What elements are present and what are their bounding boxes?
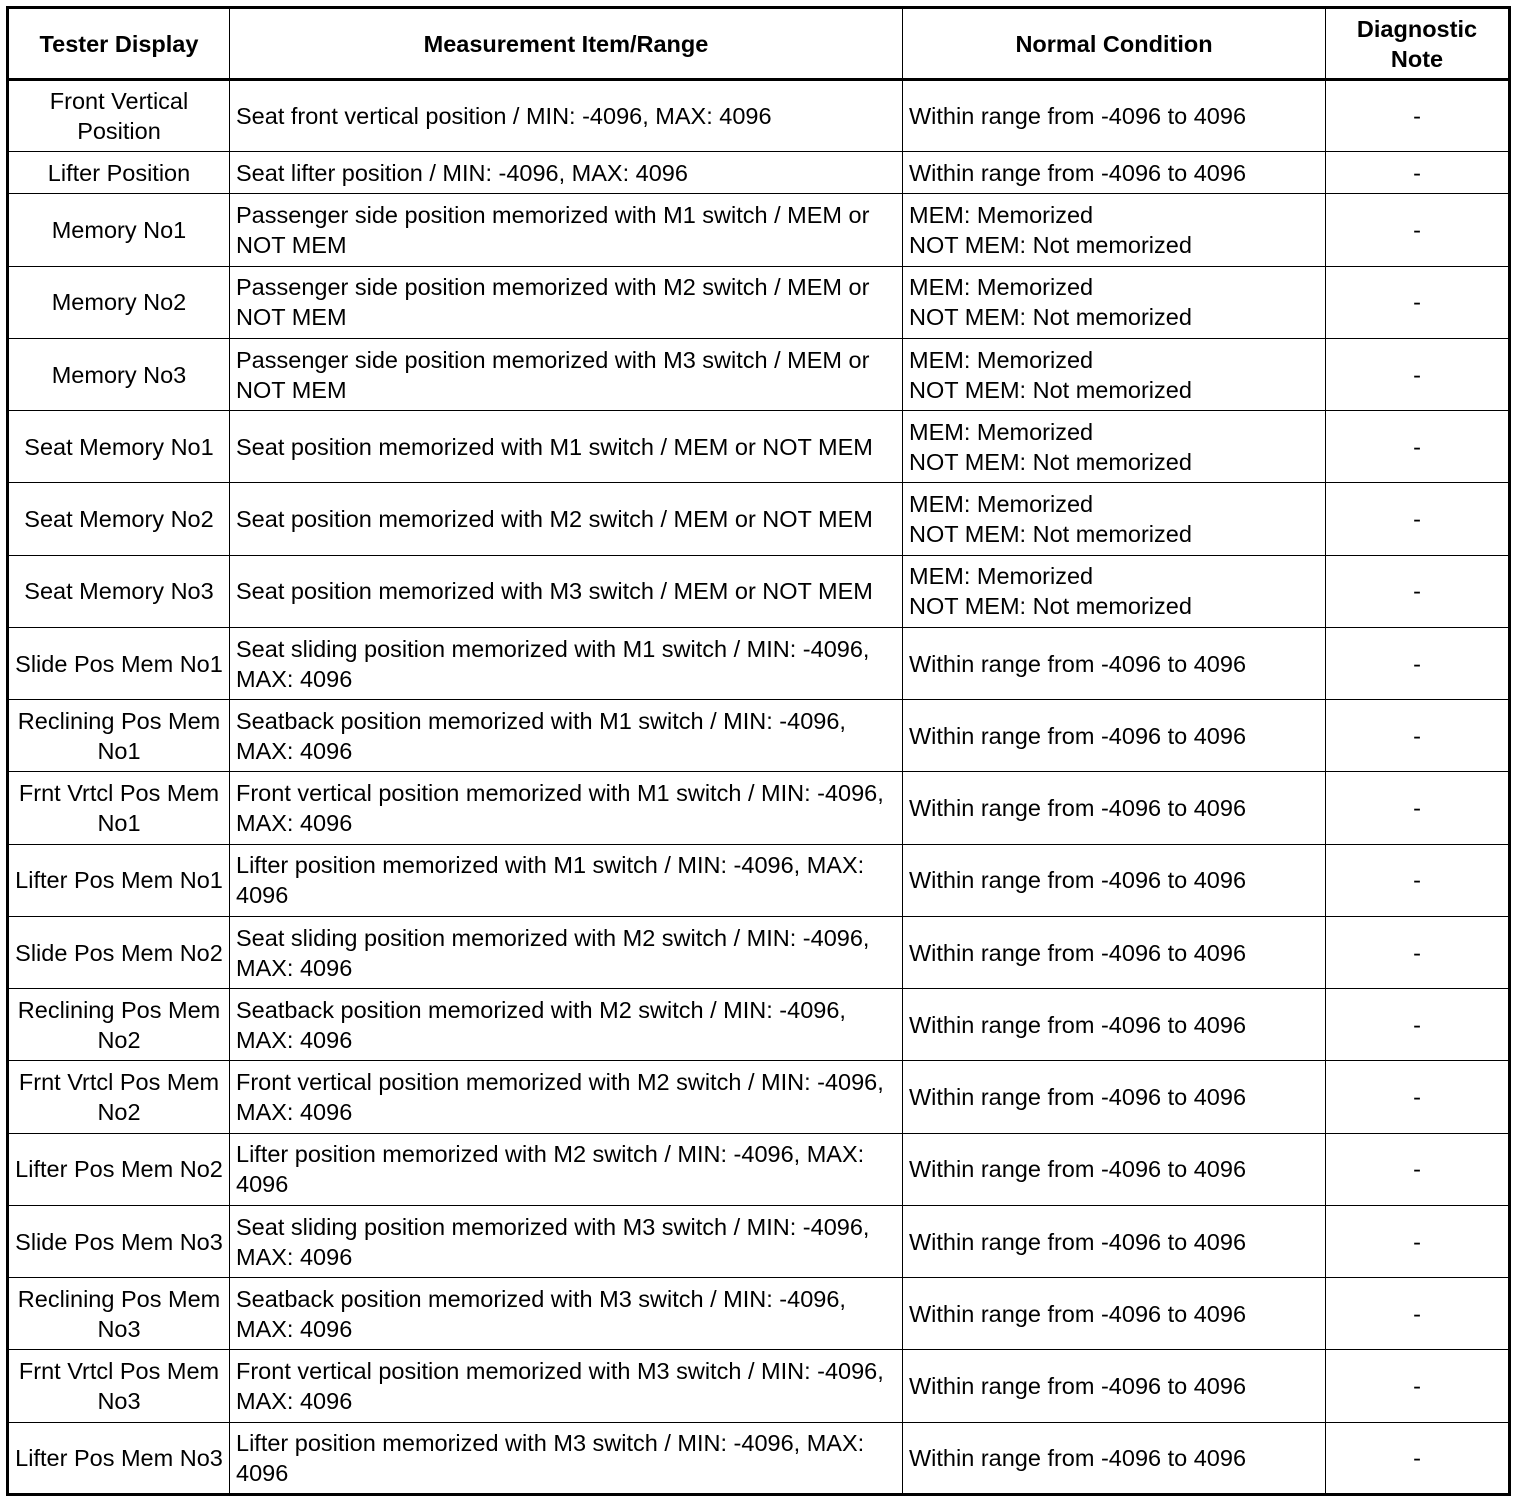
header-diagnostic-note: Diagnostic Note [1326,8,1510,80]
table-row [8,1350,1510,1422]
measurement-item-cell: Seatback position memorized with M3 switch / MIN: -4096, MAX: 4096 [230,1278,903,1350]
measurement-item-cell: Lifter position memorized with M1 switch / MIN: -4096, MAX: 4096 [230,844,903,916]
measurement-item-cell: Front vertical position memorized with M2 switch / MIN: -4096, MAX: 4096 [230,1061,903,1133]
normal-condition-cell: Within range from -4096 to 4096 [903,1278,1326,1350]
table-row [8,194,1510,266]
normal-condition-cell: MEM: Memorized NOT MEM: Not memorized [903,194,1326,266]
tester-display-cell: Memory No2 [8,266,230,338]
table-row [8,989,1510,1061]
tester-display-cell: Reclining Pos Mem No3 [8,1278,230,1350]
table-row [8,555,1510,627]
table-row [8,152,1510,194]
diagnostic-note-cell: - [1326,700,1510,772]
measurement-item-cell: Lifter position memorized with M2 switch / MIN: -4096, MAX: 4096 [230,1133,903,1205]
table-row [8,266,1510,338]
normal-condition-cell: Within range from -4096 to 4096 [903,700,1326,772]
normal-condition-cell: MEM: Memorized NOT MEM: Not memorized [903,266,1326,338]
normal-condition-cell: MEM: Memorized NOT MEM: Not memorized [903,411,1326,483]
diagnostic-note-cell: - [1326,627,1510,699]
normal-condition-cell: Within range from -4096 to 4096 [903,989,1326,1061]
measurement-item-cell: Seat position memorized with M2 switch / MEM or NOT MEM [230,483,903,555]
table-row [8,1061,1510,1133]
measurement-item-cell: Seat lifter position / MIN: -4096, MAX: 4096 [230,152,903,194]
diagnostic-note-cell: - [1326,1133,1510,1205]
normal-condition-cell: Within range from -4096 to 4096 [903,1422,1326,1494]
normal-condition-cell: Within range from -4096 to 4096 [903,627,1326,699]
table-row [8,1133,1510,1205]
data-list-table [6,6,1511,1496]
diagnostic-note-cell: - [1326,1278,1510,1350]
diagnostic-note-cell: - [1326,194,1510,266]
header-normal-condition: Normal Condition [903,8,1326,80]
normal-condition-cell: Within range from -4096 to 4096 [903,916,1326,988]
diagnostic-note-cell: - [1326,411,1510,483]
measurement-item-cell: Seat position memorized with M3 switch / MEM or NOT MEM [230,555,903,627]
measurement-item-cell: Seat sliding position memorized with M1 switch / MIN: -4096, MAX: 4096 [230,627,903,699]
measurement-item-cell: Seatback position memorized with M1 switch / MIN: -4096, MAX: 4096 [230,700,903,772]
normal-condition-cell: MEM: Memorized NOT MEM: Not memorized [903,555,1326,627]
tester-display-cell: Lifter Position [8,152,230,194]
normal-condition-cell: Within range from -4096 to 4096 [903,152,1326,194]
diagnostic-note-cell: - [1326,989,1510,1061]
tester-display-cell: Slide Pos Mem No1 [8,627,230,699]
diagnostic-note-cell: - [1326,152,1510,194]
measurement-item-cell: Front vertical position memorized with M1 switch / MIN: -4096, MAX: 4096 [230,772,903,844]
table-row [8,80,1510,152]
tester-display-cell: Seat Memory No1 [8,411,230,483]
normal-condition-cell: MEM: Memorized NOT MEM: Not memorized [903,483,1326,555]
tester-display-cell: Front Vertical Position [8,80,230,152]
tester-display-cell: Reclining Pos Mem No1 [8,700,230,772]
diagnostic-note-cell: - [1326,266,1510,338]
normal-condition-cell: Within range from -4096 to 4096 [903,1350,1326,1422]
diagnostic-note-cell: - [1326,1061,1510,1133]
measurement-item-cell: Seat position memorized with M1 switch / MEM or NOT MEM [230,411,903,483]
diagnostic-note-cell: - [1326,1205,1510,1277]
table-row [8,483,1510,555]
diagnostic-note-cell: - [1326,916,1510,988]
measurement-item-cell: Passenger side position memorized with M1 switch / MEM or NOT MEM [230,194,903,266]
tester-display-cell: Seat Memory No2 [8,483,230,555]
measurement-item-cell: Passenger side position memorized with M2 switch / MEM or NOT MEM [230,266,903,338]
tester-display-cell: Frnt Vrtcl Pos Mem No1 [8,772,230,844]
tester-display-cell: Slide Pos Mem No3 [8,1205,230,1277]
table-row [8,700,1510,772]
tester-display-cell: Slide Pos Mem No2 [8,916,230,988]
diagnostic-note-cell: - [1326,1422,1510,1494]
table-row [8,627,1510,699]
normal-condition-cell: MEM: Memorized NOT MEM: Not memorized [903,338,1326,410]
tester-display-cell: Lifter Pos Mem No3 [8,1422,230,1494]
measurement-item-cell: Passenger side position memorized with M3 switch / MEM or NOT MEM [230,338,903,410]
measurement-item-cell: Seat front vertical position / MIN: -4096, MAX: 4096 [230,80,903,152]
header-tester-display: Tester Display [8,8,230,80]
normal-condition-cell: Within range from -4096 to 4096 [903,844,1326,916]
tester-display-cell: Memory No1 [8,194,230,266]
diagnostic-note-cell: - [1326,555,1510,627]
normal-condition-cell: Within range from -4096 to 4096 [903,1205,1326,1277]
diagnostic-note-cell: - [1326,844,1510,916]
table-row [8,844,1510,916]
tester-display-cell: Frnt Vrtcl Pos Mem No3 [8,1350,230,1422]
diagnostic-note-cell: - [1326,80,1510,152]
normal-condition-cell: Within range from -4096 to 4096 [903,772,1326,844]
table-row [8,1205,1510,1277]
table-row [8,1422,1510,1494]
tester-display-cell: Frnt Vrtcl Pos Mem No2 [8,1061,230,1133]
measurement-item-cell: Seatback position memorized with M2 switch / MIN: -4096, MAX: 4096 [230,989,903,1061]
table-row [8,338,1510,410]
table-row [8,772,1510,844]
tester-display-cell: Seat Memory No3 [8,555,230,627]
measurement-item-cell: Front vertical position memorized with M3 switch / MIN: -4096, MAX: 4096 [230,1350,903,1422]
normal-condition-cell: Within range from -4096 to 4096 [903,80,1326,152]
table-row [8,916,1510,988]
measurement-item-cell: Seat sliding position memorized with M2 switch / MIN: -4096, MAX: 4096 [230,916,903,988]
diagnostic-note-cell: - [1326,338,1510,410]
header-measurement-item-range: Measurement Item/Range [230,8,903,80]
normal-condition-cell: Within range from -4096 to 4096 [903,1061,1326,1133]
tester-display-cell: Reclining Pos Mem No2 [8,989,230,1061]
tester-display-cell: Lifter Pos Mem No1 [8,844,230,916]
normal-condition-cell: Within range from -4096 to 4096 [903,1133,1326,1205]
diagnostic-note-cell: - [1326,483,1510,555]
measurement-item-cell: Lifter position memorized with M3 switch / MIN: -4096, MAX: 4096 [230,1422,903,1494]
table-row [8,1278,1510,1350]
diagnostic-note-cell: - [1326,1350,1510,1422]
tester-display-cell: Lifter Pos Mem No2 [8,1133,230,1205]
measurement-item-cell: Seat sliding position memorized with M3 switch / MIN: -4096, MAX: 4096 [230,1205,903,1277]
table-header-row [8,8,1510,80]
tester-display-cell: Memory No3 [8,338,230,410]
diagnostic-note-cell: - [1326,772,1510,844]
table-row [8,411,1510,483]
